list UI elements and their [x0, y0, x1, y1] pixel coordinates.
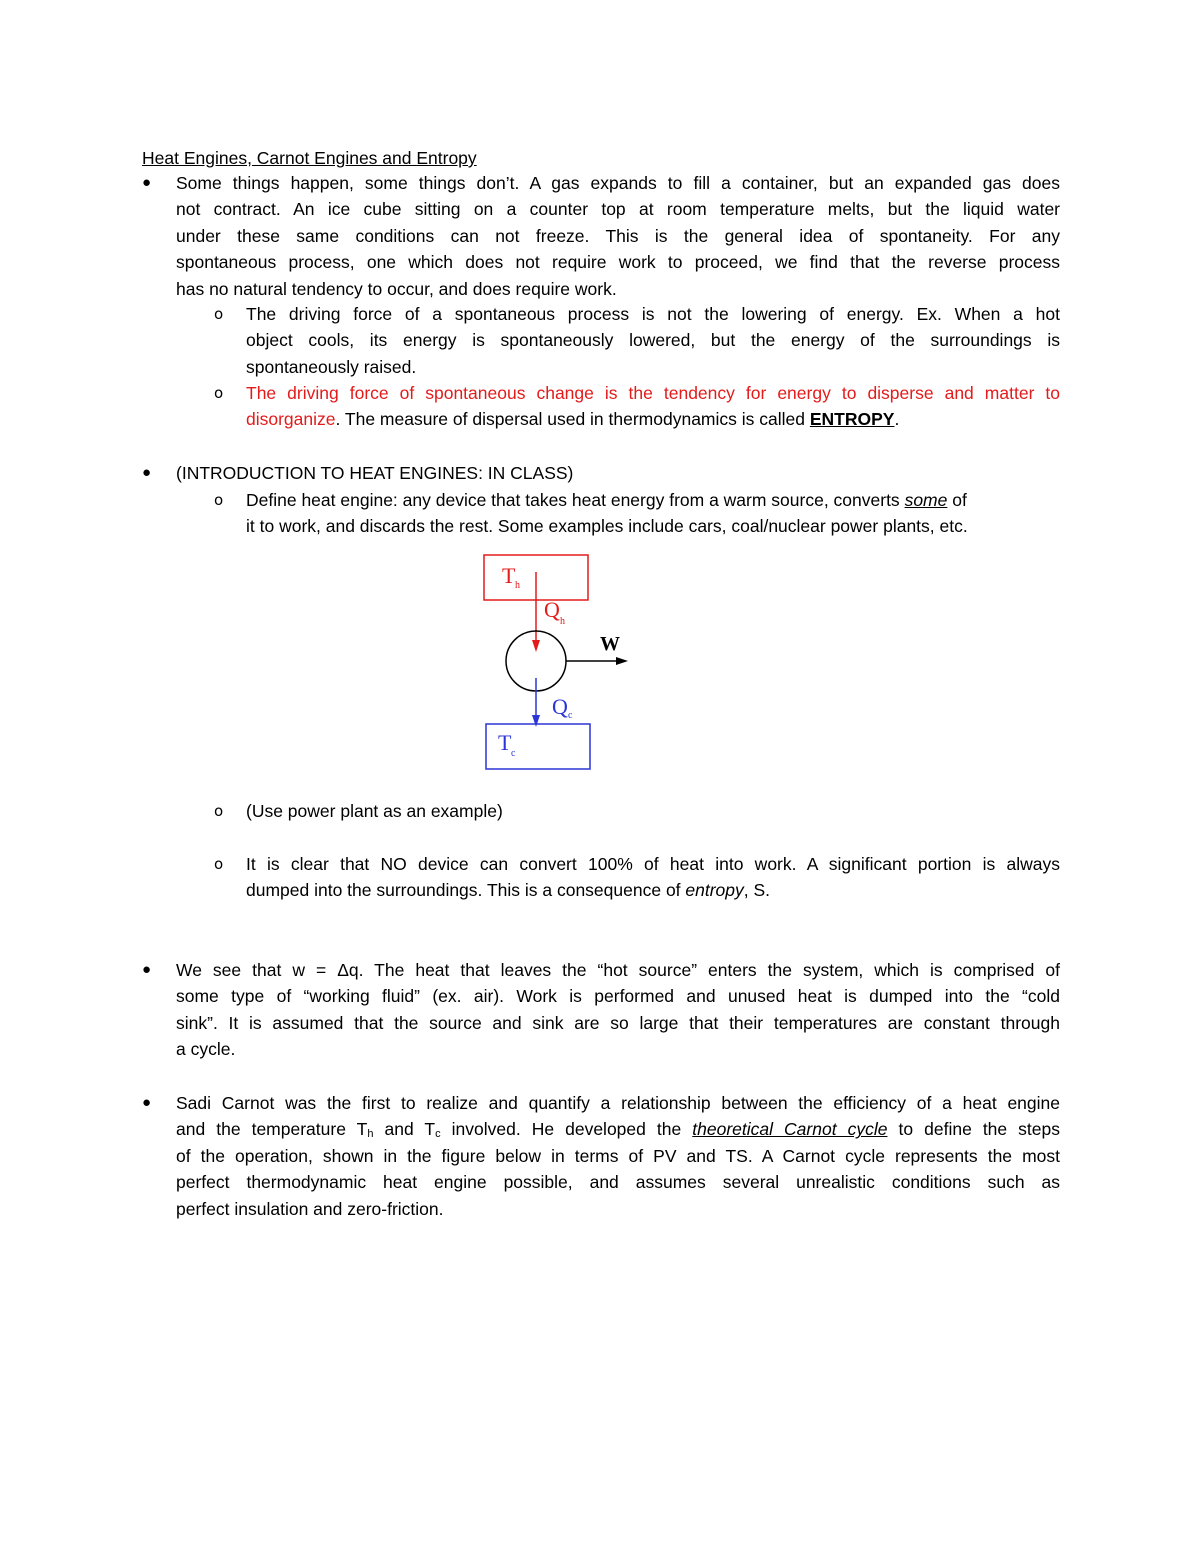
paragraph-line: (INTRODUCTION TO HEAT ENGINES: IN CLASS)	[176, 463, 574, 483]
emphasis-text: entropy	[685, 880, 744, 901]
paragraph-line	[176, 1116, 1060, 1142]
heat-out-subscript: c	[568, 710, 573, 721]
heat-in-label: Q	[544, 597, 560, 622]
page-title: Heat Engines, Carnot Engines and Entropy	[142, 148, 477, 168]
sub-bullet-icon: o	[214, 384, 224, 402]
carnot-cycle-term: theoretical Carnot cycle	[692, 1119, 888, 1140]
paragraph-line: perfect insulation and zero-friction.	[176, 1198, 444, 1219]
paragraph-line	[246, 487, 1060, 513]
subscript-text: c	[435, 1128, 441, 1141]
sub-bullet-power-plant	[214, 798, 1060, 824]
heat-engine-diagram	[478, 550, 628, 774]
paragraph-line: not contract. An ice cube sitting on a counter top at room temperature melts, but the liquid water	[176, 199, 1060, 220]
paragraph-line: has no natural tendency to occur, and does require work.	[176, 278, 617, 299]
heat-in-arrowhead	[532, 640, 540, 652]
heat-out-label: Q	[552, 694, 568, 719]
paragraph-text: to define the steps	[887, 1119, 1061, 1140]
paragraph-line: a cycle.	[176, 1039, 236, 1060]
bullet-icon: ●	[142, 174, 152, 191]
subscript-text: h	[367, 1128, 374, 1141]
bullet-work-equals-heat	[142, 957, 1060, 1063]
sub-bullet-icon: o	[214, 305, 224, 323]
bullet-sadi-carnot	[142, 1090, 1061, 1222]
paragraph-line: The driving force of a spontaneous process is not the lowering of energy. Ex. When a hot	[246, 304, 1060, 324]
sub-bullet-icon: o	[214, 802, 224, 820]
paragraph-line: We see that w = Δq. The heat that leaves the “hot source” enters the system, which is comprised of	[176, 960, 1060, 980]
red-emphasis-line: The driving force of spontaneous change is the tendency for energy to disperse and matter to	[246, 383, 1060, 403]
paragraph-line: object cools, its energy is spontaneously lowered, but the energy of the surroundings is	[246, 330, 1060, 351]
bullet-heat-engines-intro	[142, 460, 1060, 486]
paragraph-text: and the temperature T	[176, 1119, 368, 1140]
paragraph-line	[246, 406, 1060, 432]
paragraph-text: . The measure of dispersal used in thermodynamics is called	[335, 409, 810, 430]
work-arrowhead	[616, 657, 628, 665]
paragraph-line: spontaneously raised.	[246, 356, 417, 377]
bullet-icon: ●	[142, 961, 152, 978]
paragraph-line: under these same conditions can not freeze. This is the general idea of spontaneity. For any	[176, 225, 1060, 246]
red-emphasis-text: disorganize	[246, 409, 336, 430]
hot-reservoir-subscript: h	[515, 580, 520, 591]
paragraph-line: Sadi Carnot was the first to realize and quantify a relationship between the efficiency of a heat engine	[176, 1093, 1060, 1113]
hot-reservoir-label: T	[502, 563, 516, 588]
paragraph-line: spontaneous process, one which does not require work to proceed, we find that the reverse process	[176, 252, 1060, 273]
bullet-spontaneity	[142, 170, 1060, 302]
work-label: W	[600, 633, 620, 655]
bullet-icon: ●	[142, 1094, 152, 1111]
paragraph-line: Some things happen, some things don’t. A gas expands to fill a container, but an expanded gas does	[176, 173, 1060, 193]
cold-reservoir-label: T	[498, 730, 512, 755]
sub-bullet-entropy-definition	[214, 380, 1060, 433]
paragraph-text: Define heat engine: any device that takes heat energy from a warm source, converts	[246, 490, 905, 510]
sub-bullet-driving-force	[214, 301, 1060, 380]
heat-in-subscript: h	[560, 616, 565, 627]
sub-bullet-icon: o	[214, 855, 224, 873]
paragraph-line: some type of “working fluid” (ex. air). Work is performed and unused heat is dumped into the “cold	[176, 986, 1060, 1007]
paragraph-line: (Use power plant as an example)	[246, 801, 503, 821]
paragraph-text: dumped into the surroundings. This is a consequence of	[246, 880, 686, 901]
bullet-icon: ●	[142, 464, 152, 481]
paragraph-line: perfect thermodynamic heat engine possible, and assumes several unrealistic conditions such as	[176, 1172, 1060, 1193]
heat-out-arrowhead	[532, 715, 540, 727]
sub-bullet-icon: o	[214, 491, 224, 509]
paragraph-line	[246, 877, 1060, 903]
sub-bullet-define-heat-engine	[214, 487, 1060, 540]
cold-reservoir-subscript: c	[511, 748, 516, 759]
paragraph-text: and T	[373, 1119, 436, 1140]
paragraph-line: it to work, and discards the rest. Some examples include cars, coal/nuclear power plants, etc.	[246, 516, 968, 537]
paragraph-text: involved. He developed the	[440, 1119, 693, 1140]
paragraph-line: It is clear that NO device can convert 100% of heat into work. A significant portion is always	[246, 854, 1060, 874]
paragraph-text: of	[947, 490, 967, 510]
sub-bullet-no-device	[214, 851, 1060, 904]
paragraph-line: of the operation, shown in the figure below in terms of PV and TS. A Carnot cycle represents the most	[176, 1145, 1060, 1166]
emphasis-text: some	[904, 490, 948, 510]
paragraph-text: , S.	[743, 880, 771, 901]
paragraph-line: sink”. It is assumed that the source and sink are so large that their temperatures are constant through	[176, 1012, 1060, 1033]
paragraph-text: .	[894, 409, 900, 430]
entropy-term: ENTROPY	[809, 409, 895, 430]
